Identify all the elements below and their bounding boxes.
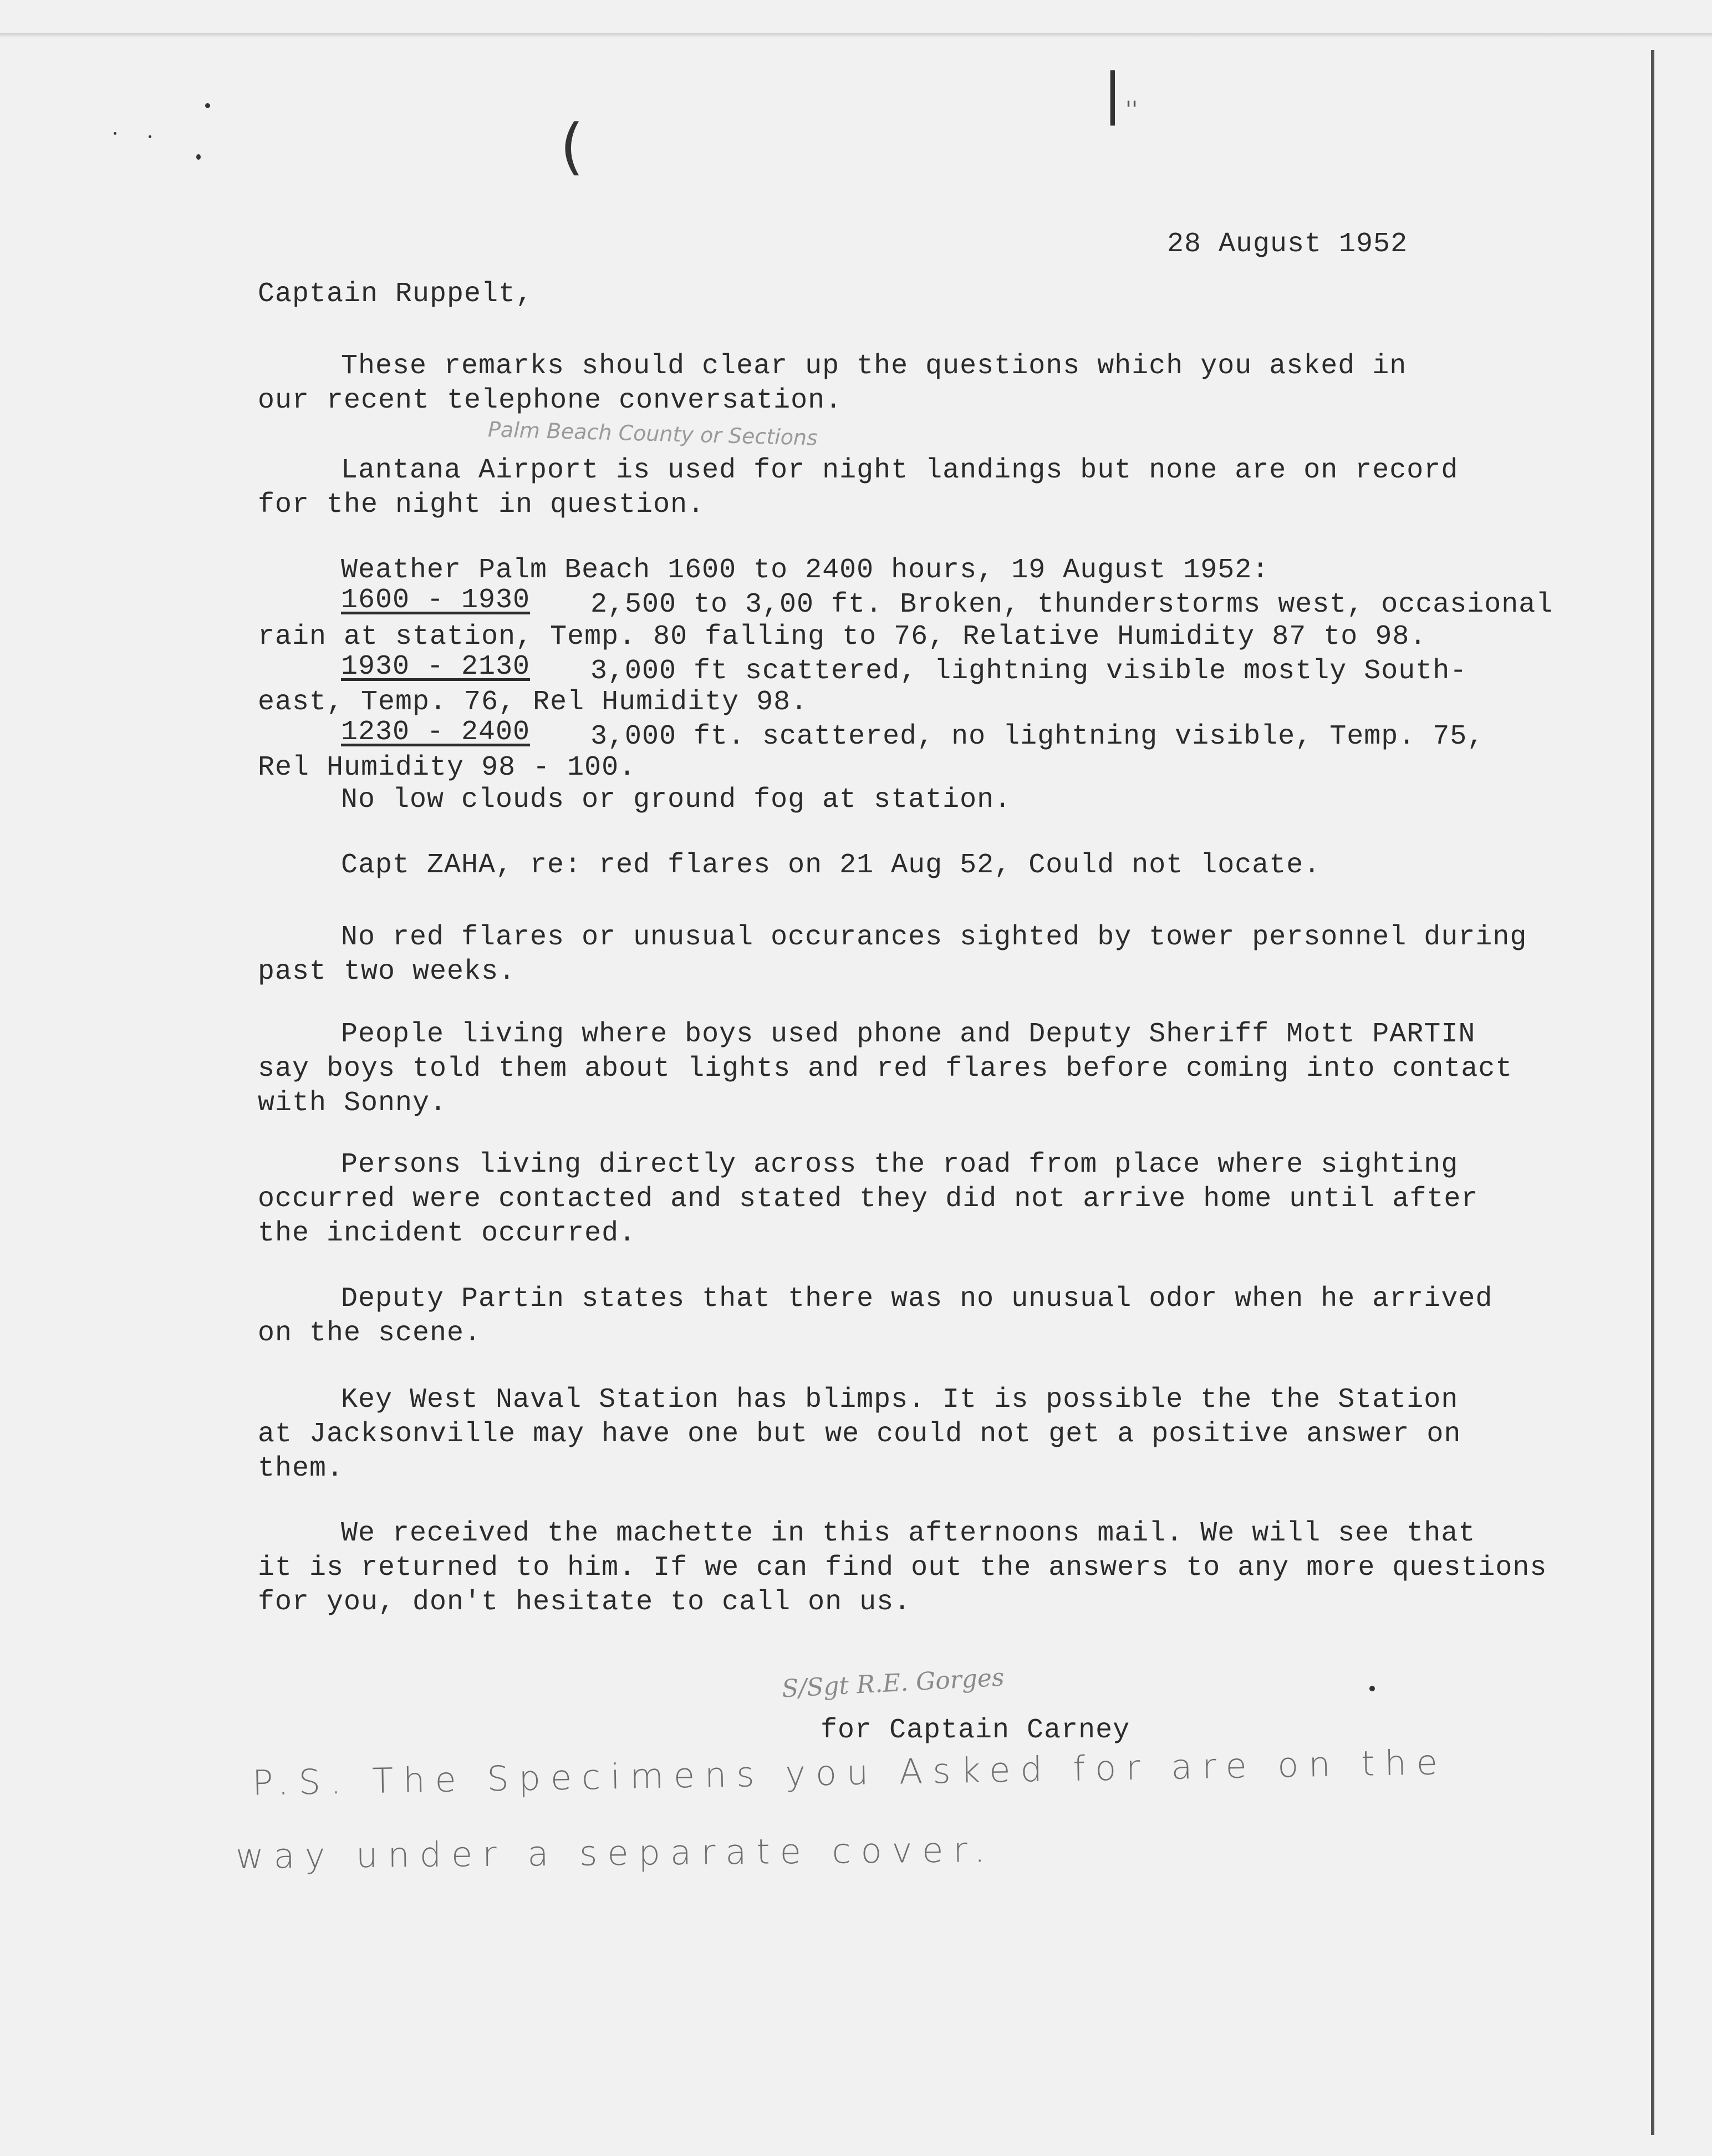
weather-line: 3,000 ft scattered, lightning visible mostly South-	[590, 655, 1468, 687]
pencil-mark: |	[1103, 61, 1122, 126]
weather-time-range: 1230 - 2400	[341, 716, 531, 748]
paragraph-line: Capt ZAHA, re: red flares on 21 Aug 52, Could not locate.	[341, 850, 1321, 881]
scan-right-edge	[1651, 50, 1654, 2135]
paragraph-line: at Jacksonville may have one but we could not get a positive answer on	[258, 1418, 1461, 1450]
paragraph-line: it is returned to him. If we can find out the answers to any more questions	[258, 1552, 1547, 1584]
paragraph-line: Persons living directly across the road from place where sighting	[341, 1149, 1459, 1181]
paragraph-line: our recent telephone conversation.	[258, 385, 843, 416]
weather-note: No low clouds or ground fog at station.	[341, 784, 1012, 816]
weather-line: Rel Humidity 98 - 100.	[258, 752, 636, 784]
pencil-mark: ''	[1125, 97, 1138, 123]
weather-line: 2,500 to 3,00 ft. Broken, thunderstorms west, occasional	[590, 589, 1553, 621]
paragraph-line: them.	[258, 1453, 344, 1484]
paragraph-line: say boys told them about lights and red flares before coming into contact	[258, 1053, 1513, 1085]
letter-date: 28 August 1952	[1167, 228, 1408, 260]
salutation: Captain Ruppelt,	[258, 278, 533, 310]
weather-line: east, Temp. 76, Rel Humidity 98.	[258, 687, 808, 718]
handwritten-annotation: Palm Beach County or Sections	[487, 417, 818, 450]
paragraph-line: Lantana Airport is used for night landings but none are on record	[341, 455, 1459, 486]
paragraph-line: People living where boys used phone and Deputy Sheriff Mott PARTIN	[341, 1019, 1476, 1050]
speck-mark	[196, 154, 201, 160]
weather-time-range: 1930 - 2130	[341, 651, 531, 683]
pencil-mark: (	[560, 111, 584, 182]
speck-mark	[1369, 1686, 1375, 1691]
paragraph-line: for you, don't hesitate to call on us.	[258, 1587, 911, 1618]
speck-mark	[114, 132, 116, 135]
paragraph-line: occurred were contacted and stated they did not arrive home until after	[258, 1183, 1479, 1215]
paragraph-line: for the night in question.	[258, 489, 705, 521]
handwritten-postscript: way under a separate cover.	[235, 1829, 996, 1877]
handwritten-signature: S/Sgt R.E. Gorges	[781, 1663, 1005, 1704]
speck-mark	[205, 103, 210, 108]
weather-time-range: 1600 - 1930	[341, 584, 531, 616]
weather-line: 3,000 ft. scattered, no lightning visible, Temp. 75,	[590, 721, 1485, 752]
weather-heading: Weather Palm Beach 1600 to 2400 hours, 19 August 1952:	[341, 555, 1270, 586]
speck-mark	[149, 135, 151, 138]
handwritten-postscript: P.S. The Specimens you Asked for are on the	[252, 1742, 1448, 1803]
weather-line: rain at station, Temp. 80 falling to 76, Relative Humidity 87 to 98.	[258, 621, 1427, 653]
signer-name: for Captain Carney	[821, 1715, 1130, 1746]
paragraph-line: with Sonny.	[258, 1087, 447, 1119]
paragraph-line: past two weeks.	[258, 956, 516, 988]
paragraph-line: These remarks should clear up the questions which you asked in	[341, 350, 1407, 382]
scan-top-edge	[0, 33, 1712, 38]
paragraph-line: Deputy Partin states that there was no unusual odor when he arrived	[341, 1283, 1493, 1315]
paragraph-line: the incident occurred.	[258, 1218, 636, 1249]
paragraph-line: We received the machette in this afternoons mail. We will see that	[341, 1518, 1476, 1549]
paragraph-line: Key West Naval Station has blimps. It is possible the the Station	[341, 1384, 1459, 1416]
paragraph-line: No red flares or unusual occurances sighted by tower personnel during	[341, 922, 1527, 953]
paragraph-line: on the scene.	[258, 1318, 482, 1349]
